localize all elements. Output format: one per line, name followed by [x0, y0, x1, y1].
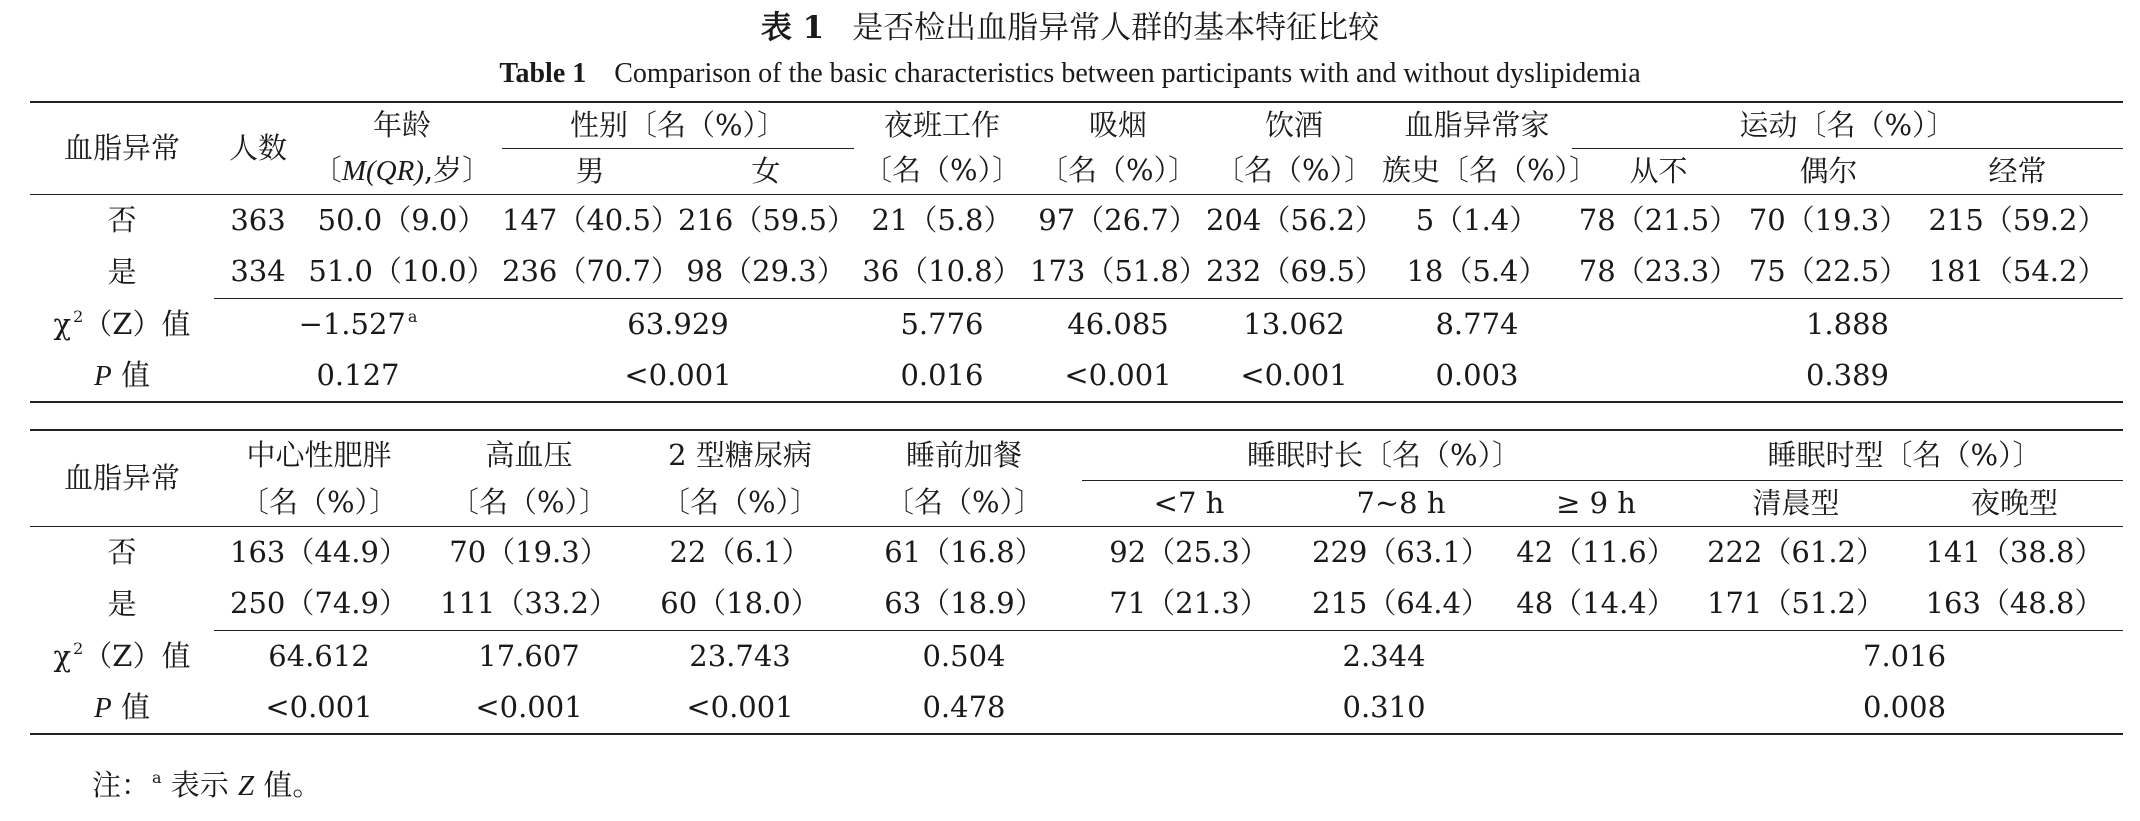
stat-row — [30, 630, 2123, 682]
cell: 63（18.9） — [884, 586, 1044, 621]
p-age: 0.127 — [214, 350, 502, 402]
stat-age: −1.527 $^a$ — [214, 298, 502, 350]
col-header-age-unit: 〔M(QR),岁〕 — [312, 152, 492, 187]
cell: 236（70.7） — [502, 254, 680, 289]
cell: 363 — [214, 194, 302, 246]
stat-bedtime-snack: 0.504 — [846, 630, 1082, 682]
characteristics-table-part1 — [30, 101, 2123, 403]
cell: 163（48.8） — [1925, 586, 2104, 621]
cell: 147（40.5） — [502, 194, 678, 246]
col-header-family-history: 血脂异常家 — [1382, 102, 1572, 148]
cell: 173（51.8） — [1030, 254, 1208, 289]
col-header-male: 男 — [575, 153, 605, 188]
cell: 92（25.3） — [1082, 526, 1296, 578]
cell: 215（64.4） — [1312, 586, 1490, 621]
p-row-label: P 值 — [30, 350, 214, 402]
cell: 334 — [230, 254, 286, 289]
col-header-exercise-never: 从不 — [1629, 153, 1688, 188]
cell: 36（10.8） — [862, 254, 1022, 289]
p-sex: <0.001 — [502, 350, 854, 402]
cell: 204（56.2） — [1206, 194, 1382, 246]
table-row — [30, 526, 2123, 578]
cell: 60（18.0） — [660, 586, 820, 621]
col-header-diabetes-unit: 〔名（%）〕 — [660, 485, 820, 520]
cell: 50.0（9.0） — [302, 194, 502, 246]
cell: 215（59.2） — [1912, 194, 2123, 246]
cell: 18（5.4） — [1406, 254, 1548, 289]
table-caption-en: Comparison of the basic characteristics between participants with and without dyslipidemia — [614, 58, 1641, 89]
p-family-history: 0.003 — [1382, 350, 1572, 402]
stat-central-obesity: 64.612 — [214, 630, 424, 682]
col-header-bedtime-snack: 睡前加餐 — [846, 430, 1082, 480]
cell: 22（6.1） — [634, 526, 846, 578]
stat-diabetes: 23.743 — [634, 630, 846, 682]
cell: 181（54.2） — [1928, 254, 2107, 289]
p-smoking: <0.001 — [1030, 350, 1206, 402]
cell: 111（33.2） — [440, 586, 618, 621]
stat-exercise: 1.888 — [1572, 298, 2123, 350]
cell: 48（14.4） — [1516, 586, 1676, 621]
stat-chronotype: 7.016 — [1686, 630, 2123, 682]
stat-row — [30, 298, 2123, 350]
stat-row-label: χ $^2$（Z）值 — [53, 639, 191, 673]
col-header-sleep-duration: 睡眠时长〔名（%）〕 — [1082, 430, 1686, 480]
table-title-en — [0, 54, 2140, 94]
table-row — [30, 578, 2123, 630]
col-header-bedtime-snack-unit: 〔名（%）〕 — [884, 485, 1044, 520]
col-header-count: 人数 — [214, 102, 302, 194]
col-header-sleep-lt7: <7 h — [1153, 485, 1225, 520]
col-header-smoking-unit: 〔名（%）〕 — [1038, 153, 1198, 188]
cell: 71（21.3） — [1109, 586, 1269, 621]
characteristics-table-part2 — [30, 429, 2123, 735]
cell: 141（38.8） — [1906, 526, 2123, 578]
col-header-central-obesity: 中心性肥胖 — [214, 430, 424, 480]
col-header-hypertension: 高血压 — [424, 430, 634, 480]
cell: 97（26.7） — [1030, 194, 1206, 246]
row-label: 否 — [30, 526, 214, 578]
p-night-shift: 0.016 — [854, 350, 1030, 402]
stat-smoking: 46.085 — [1030, 298, 1206, 350]
cell: 70（19.3） — [424, 526, 634, 578]
col-header-morning-type: 清晨型 — [1752, 485, 1840, 520]
table-caption-cn: 是否检出血脂异常人群的基本特征比较 — [852, 10, 1380, 46]
cell: 222（61.2） — [1686, 526, 1906, 578]
col-header-family-history-unit: 族史〔名（%）〕 — [1382, 153, 1599, 188]
col-header-sex: 性别〔名（%）〕 — [502, 102, 854, 148]
cell: 75（22.5） — [1748, 254, 1909, 289]
cell: 232（69.5） — [1206, 254, 1384, 289]
header-row-1 — [30, 102, 2123, 148]
row-label: 是 — [107, 586, 137, 621]
cell: 51.0（10.0） — [308, 254, 496, 289]
p-chronotype: 0.008 — [1686, 682, 2123, 734]
cell: 61（16.8） — [846, 526, 1082, 578]
col-header-drinking-unit: 〔名（%）〕 — [1214, 153, 1374, 188]
cell: 250（74.9） — [230, 586, 408, 621]
col-header-exercise: 运动〔名（%）〕 — [1572, 102, 2123, 148]
col-header-dyslipidemia: 血脂异常 — [30, 102, 214, 194]
stat-sleep-duration: 2.344 — [1082, 630, 1686, 682]
table-number-en: Table 1 — [499, 58, 587, 89]
p-row — [30, 350, 2123, 402]
stat-row-label: χ $^2$（Z）值 — [53, 307, 191, 341]
row-label: 否 — [30, 194, 214, 246]
cell: 5（1.4） — [1382, 194, 1572, 246]
p-drinking: <0.001 — [1206, 350, 1382, 402]
p-exercise: 0.389 — [1572, 350, 2123, 402]
col-header-exercise-often: 经常 — [1988, 153, 2047, 188]
p-diabetes: <0.001 — [634, 682, 846, 734]
stat-hypertension: 17.607 — [424, 630, 634, 682]
table-number-cn: 表 1 — [760, 10, 825, 46]
col-header-night-shift: 夜班工作 — [854, 102, 1030, 148]
cell: 163（44.9） — [214, 526, 424, 578]
header-row-1 — [30, 430, 2123, 480]
header-row-2 — [30, 148, 2123, 194]
col-header-night-shift-unit: 〔名（%）〕 — [862, 153, 1022, 188]
cell: 216（59.5） — [678, 194, 854, 246]
p-row — [30, 682, 2123, 734]
col-header-diabetes: 2 型糖尿病 — [634, 430, 846, 480]
p-row-label: P 值 — [30, 682, 214, 734]
stat-night-shift: 5.776 — [854, 298, 1030, 350]
stat-sex: 63.929 — [502, 298, 854, 350]
col-header-chronotype: 睡眠时型〔名（%）〕 — [1686, 430, 2123, 480]
cell: 21（5.8） — [854, 194, 1030, 246]
col-header-female: 女 — [751, 153, 781, 188]
col-header-hypertension-unit: 〔名（%）〕 — [449, 485, 609, 520]
col-header-exercise-occasional: 偶尔 — [1799, 153, 1858, 188]
stat-drinking: 13.062 — [1206, 298, 1382, 350]
cell: 229（63.1） — [1296, 526, 1506, 578]
col-header-sleep-ge9: ≥ 9 h — [1556, 485, 1636, 520]
header-row-2 — [30, 480, 2123, 526]
cell: 78（23.3） — [1578, 254, 1739, 289]
col-header-drinking: 饮酒 — [1206, 102, 1382, 148]
table-row — [30, 246, 2123, 298]
col-header-sleep-7-8: 7~8 h — [1356, 485, 1446, 520]
col-header-smoking: 吸烟 — [1030, 102, 1206, 148]
table-footnote: 注： $^a$ 表示 Z 值。 — [92, 768, 322, 802]
col-header-central-obesity-unit: 〔名（%）〕 — [239, 485, 399, 520]
row-label: 是 — [107, 254, 137, 289]
cell: 78（21.5） — [1572, 194, 1745, 246]
cell: 70（19.3） — [1745, 194, 1912, 246]
cell: 98（29.3） — [686, 254, 846, 289]
col-header-age: 年龄 — [302, 102, 502, 148]
p-central-obesity: <0.001 — [214, 682, 424, 734]
table-row — [30, 194, 2123, 246]
table-title-cn — [0, 6, 2140, 50]
p-sleep-duration: 0.310 — [1082, 682, 1686, 734]
col-header-dyslipidemia: 血脂异常 — [30, 430, 214, 526]
p-hypertension: <0.001 — [424, 682, 634, 734]
p-bedtime-snack: 0.478 — [846, 682, 1082, 734]
col-header-evening-type: 夜晚型 — [1971, 485, 2059, 520]
cell: 171（51.2） — [1707, 586, 1885, 621]
stat-family-history: 8.774 — [1382, 298, 1572, 350]
cell: 42（11.6） — [1506, 526, 1686, 578]
